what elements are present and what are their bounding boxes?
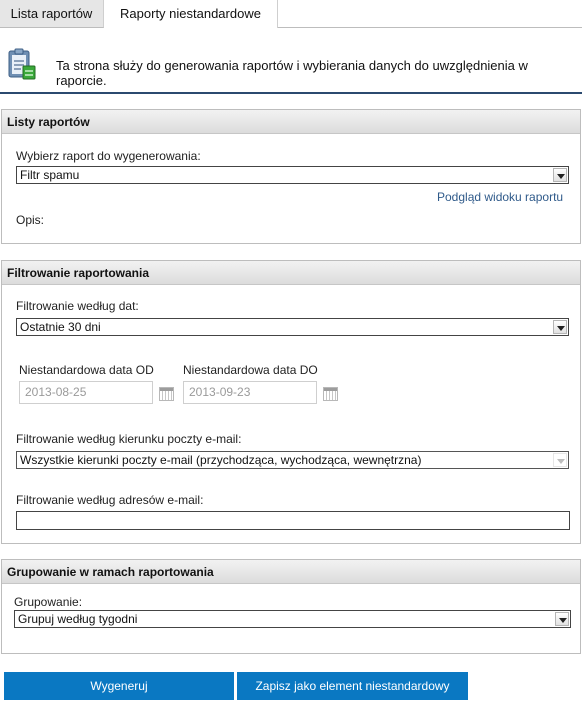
date-filter-select[interactable] [16, 318, 569, 336]
tab-bar-baseline [278, 27, 582, 28]
custom-date-to-label: Niestandardowa data DO [183, 363, 318, 377]
custom-date-from-label: Niestandardowa data OD [19, 363, 154, 377]
intro-divider [0, 92, 582, 94]
tab-bar [0, 0, 582, 28]
report-select[interactable] [16, 166, 569, 184]
save-custom-button[interactable]: Zapisz jako element niestandardowy [237, 672, 468, 700]
date-filter-value: Ostatnie 30 dni [20, 320, 101, 334]
grouping-label: Grupowanie: [14, 595, 83, 609]
chevron-down-icon[interactable] [555, 612, 569, 626]
grouping-header: Grupowanie w ramach raportowania [2, 560, 580, 584]
address-filter-input[interactable] [16, 511, 570, 530]
chevron-down-icon[interactable] [553, 168, 567, 182]
chevron-down-icon [553, 453, 567, 467]
custom-date-from-input[interactable]: 2013-08-25 [19, 381, 153, 404]
grouping-select[interactable] [14, 610, 571, 628]
address-filter-label: Filtrowanie według adresów e-mail: [16, 493, 204, 507]
filtering-panel [1, 260, 581, 544]
description-label: Opis: [16, 213, 45, 227]
calendar-icon[interactable] [323, 387, 338, 401]
report-clipboard-icon [6, 47, 38, 83]
page-description: Ta strona służy do generowania raportów i wybierania danych do uwzględnienia w raporcie. [56, 58, 528, 88]
tab-report-list[interactable]: Lista raportów [0, 0, 104, 28]
direction-filter-value: Wszystkie kierunki poczty e-mail (przychodząca, wychodząca, wewnętrzna) [20, 453, 422, 467]
direction-filter-select[interactable] [16, 451, 569, 469]
date-filter-label: Filtrowanie według dat: [16, 299, 139, 313]
chevron-down-icon[interactable] [553, 320, 567, 334]
tab-custom-reports[interactable]: Raporty niestandardowe [104, 0, 278, 28]
report-select-label: Wybierz raport do wygenerowania: [16, 149, 201, 163]
generate-button[interactable]: Wygeneruj [4, 672, 234, 700]
calendar-icon[interactable] [159, 387, 174, 401]
reports-list-panel [1, 109, 581, 244]
grouping-value: Grupuj według tygodni [18, 612, 138, 626]
grouping-panel [1, 559, 581, 654]
custom-date-to-input[interactable]: 2013-09-23 [183, 381, 317, 404]
report-select-value: Filtr spamu [20, 168, 80, 182]
filtering-header: Filtrowanie raportowania [2, 261, 580, 285]
report-preview-link[interactable]: Podgląd widoku raportu [437, 190, 564, 204]
reports-list-header: Listy raportów [2, 110, 580, 134]
direction-filter-label: Filtrowanie według kierunku poczty e-mail: [16, 432, 242, 446]
